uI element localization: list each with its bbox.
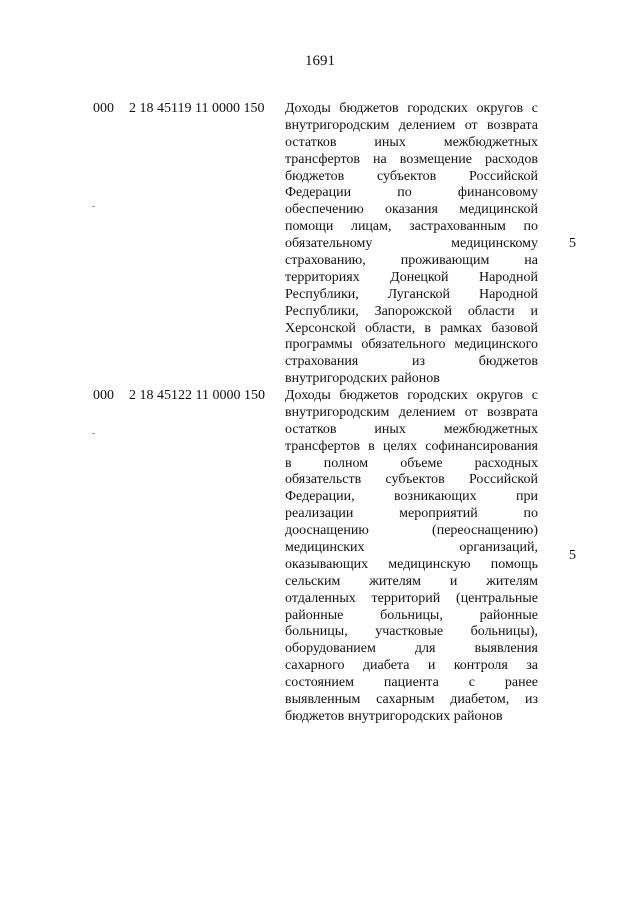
scan-speck (92, 433, 95, 434)
description-line: сахарного диабета и контроля за (285, 658, 538, 674)
description-line: Республики, Луганской Народной (285, 286, 538, 302)
page-number: 1691 (305, 53, 335, 69)
description-line: реализации мероприятий по (285, 506, 538, 522)
scan-speck (92, 206, 95, 207)
entry-amount: 5 (569, 236, 576, 251)
description-line: состоянием пациента с ранее (285, 675, 538, 691)
description-line: оборудованием для выявления (285, 641, 538, 657)
description-line: медицинских организаций, (285, 540, 538, 556)
description-line: сельским жителям и жителям (285, 573, 538, 589)
description-line: Доходы бюджетов городских округов с (285, 101, 538, 116)
description-line: Республики, Запорожской области и (285, 303, 538, 319)
description-line: внутригородских районов (285, 371, 440, 387)
description-line: бюджетов субъектов Российской (285, 168, 538, 184)
description-line: страхованию, проживающим на (285, 253, 538, 269)
description-line: трансфертов на возмещение расходов (285, 151, 538, 167)
kbk-code: 2 18 45119 11 0000 150 (129, 101, 265, 116)
description-line: остатков иных межбюджетных (285, 134, 538, 150)
description-line: дооснащению (переоснащению) (285, 523, 538, 539)
entry-description (285, 101, 538, 388)
description-line: Доходы бюджетов городских округов с (285, 388, 538, 403)
description-line: в полном объеме расходных (285, 455, 538, 471)
description-line: отдаленных территорий (центральные (285, 590, 538, 606)
entry-description (285, 388, 538, 726)
kbk-code: 2 18 45122 11 0000 150 (129, 388, 265, 403)
description-line: внутригородским делением от возврата (285, 404, 538, 420)
admin-code: 000 (93, 101, 114, 116)
description-line: выявленным сахарным диабетом, из (285, 692, 538, 708)
description-line: районные больницы, районные (285, 607, 538, 623)
description-line: обязательств субъектов Российской (285, 472, 538, 488)
description-line: территориях Донецкой Народной (285, 269, 538, 285)
description-line: Федерации, возникающих при (285, 489, 538, 505)
description-line: остатков иных межбюджетных (285, 421, 538, 437)
description-line: Федерации по финансовому (285, 185, 538, 201)
description-line: трансфертов в целях софинансирования (285, 438, 538, 454)
description-line: обеспечению оказания медицинской (285, 202, 538, 218)
description-line: оказывающих медицинскую помощь (285, 556, 538, 572)
description-line: программы обязательного медицинского (285, 337, 538, 353)
description-line: Херсонской области, в рамках базовой (285, 320, 538, 336)
entry-amount: 5 (569, 548, 576, 563)
description-line: внутригородским делением от возврата (285, 117, 538, 133)
description-line: больницы, участковые больницы), (285, 624, 538, 640)
admin-code: 000 (93, 388, 114, 403)
description-line: помощи лицам, застрахованным по (285, 219, 538, 235)
description-line: обязательному медицинскому (285, 236, 538, 252)
description-line: бюджетов внутригородских районов (285, 708, 503, 724)
description-line: страхования из бюджетов (285, 354, 538, 370)
